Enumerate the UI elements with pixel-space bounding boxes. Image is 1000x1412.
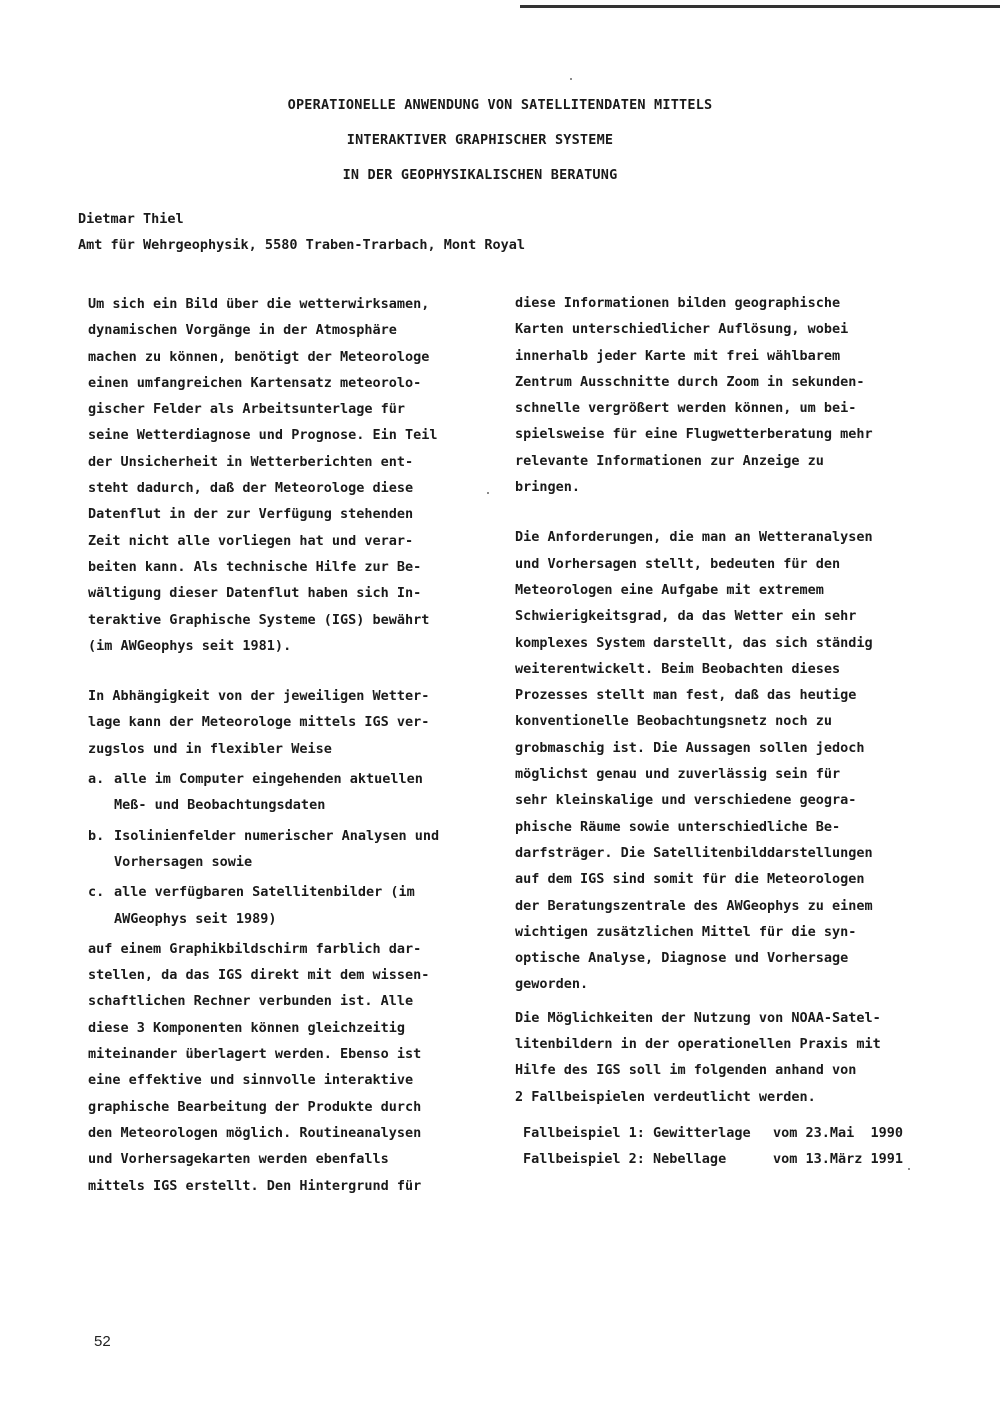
- text-line: Prozesses stellt man fest, daß das heutige: [515, 687, 857, 704]
- text-line: beiten kann. Als technische Hilfe zur Be-: [88, 558, 422, 575]
- text-line: Die Anforderungen, die man an Wetteranalysen: [515, 529, 873, 546]
- text-line: grobmaschig ist. Die Aussagen sollen jedoch: [515, 739, 865, 756]
- text-line: darfsträger. Die Satellitenbilddarstellungen: [515, 844, 873, 861]
- text-line: einen umfangreichen Kartensatz meteorolo-: [88, 374, 422, 391]
- text-line: auf dem IGS sind somit für die Meteorologen: [515, 871, 865, 888]
- text-line: Meteorologen eine Aufgabe mit extremem: [515, 581, 824, 598]
- text-line: Hilfe des IGS soll im folgenden anhand von: [515, 1062, 857, 1079]
- list-item-a: [88, 766, 488, 819]
- text-line: mittels IGS erstellt. Den Hintergrund für: [88, 1177, 422, 1194]
- text-line: Die Möglichkeiten der Nutzung von NOAA-Satel-: [515, 1009, 881, 1026]
- text-line: komplexes System darstellt, das sich ständig: [515, 634, 873, 651]
- text-line: innerhalb jeder Karte mit frei wählbarem: [515, 347, 841, 364]
- text-line: geworden.: [515, 976, 589, 993]
- right-paragraph-2: [515, 524, 935, 997]
- text-line: stellen, da das IGS direkt mit dem wissen-: [88, 967, 430, 984]
- text-line: und Vorhersagen stellt, bedeuten für den: [515, 555, 841, 572]
- list-item-b: [88, 823, 488, 876]
- text-line: Zeit nicht alle vorliegen hat und verar-: [88, 532, 414, 549]
- case-date: vom 13.März 1991: [773, 1150, 904, 1167]
- case-row-1: [523, 1120, 935, 1146]
- right-paragraph-1: [515, 290, 935, 500]
- text-line: der Unsicherheit in Wetterberichten ent-: [88, 453, 414, 470]
- text-line: auf einem Graphikbildschirm farblich dar-: [88, 940, 422, 957]
- text-line: spielsweise für eine Flugwetterberatung mehr: [515, 426, 873, 443]
- title-line-2: INTERAKTIVER GRAPHISCHER SYSTEME: [346, 132, 614, 148]
- text-line: teraktive Graphische Systeme (IGS) bewährt: [88, 611, 430, 628]
- case-date: vom 23.Mai 1990: [773, 1124, 904, 1141]
- text-line: Schwierigkeitsgrad, da das Wetter ein sehr: [515, 608, 857, 625]
- text-line: seine Wetterdiagnose und Prognose. Ein Teil: [88, 427, 438, 444]
- case-list: [515, 1120, 935, 1172]
- text-line: bringen.: [515, 479, 581, 496]
- text-line: der Beratungszentrale des AWGeophys zu einem: [515, 897, 873, 914]
- list-text: Vorhersagen sowie: [114, 853, 253, 870]
- text-line: eine effektive und sinnvolle interaktive: [88, 1072, 414, 1089]
- text-line: phische Räume sowie unterschiedliche Be-: [515, 818, 841, 835]
- text-line: konventionelle Beobachtungsnetz noch zu: [515, 713, 832, 730]
- text-line: weiterentwickelt. Beim Beobachten dieses: [515, 660, 841, 677]
- text-line: miteinander überlagert werden. Ebenso ist: [88, 1046, 422, 1063]
- text-line: wichtigen zusätzlichen Mittel für die syn-: [515, 923, 857, 940]
- text-line: wältigung dieser Datenflut haben sich In-: [88, 585, 422, 602]
- right-paragraph-3: [515, 1005, 935, 1110]
- text-line: möglichst genau und zuverlässig sein für: [515, 766, 841, 783]
- text-line: optische Analyse, Diagnose und Vorhersage: [515, 950, 849, 967]
- text-line: Um sich ein Bild über die wetterwirksamen,: [88, 296, 430, 312]
- text-line: schnelle vergrößert werden können, um bei-: [515, 400, 857, 417]
- list-text: alle im Computer eingehenden aktuellen: [114, 771, 423, 788]
- text-line: 2 Fallbeispielen verdeutlicht werden.: [515, 1088, 816, 1105]
- list-text: Isolinienfelder numerischer Analysen und: [114, 827, 440, 844]
- text-line: machen zu können, benötigt der Meteorologe: [88, 348, 430, 365]
- page-number: 52: [94, 1333, 111, 1350]
- left-column: [88, 291, 488, 1199]
- left-paragraph-1: [88, 291, 488, 659]
- scan-speck: [908, 1168, 910, 1170]
- text-line: Datenflut in der zur Verfügung stehenden: [88, 506, 414, 523]
- left-paragraph-2: [88, 683, 488, 762]
- author-affiliation: Amt für Wehrgeophysik, 5580 Traben-Trarbach, Mont Royal: [78, 237, 526, 253]
- text-line: diese 3 Komponenten können gleichzeitig: [88, 1019, 405, 1036]
- text-line: (im AWGeophys seit 1981).: [88, 637, 292, 654]
- text-line: Zentrum Ausschnitte durch Zoom in sekunden-: [515, 373, 865, 390]
- text-line: dynamischen Vorgänge in der Atmosphäre: [88, 322, 397, 339]
- text-line: schaftlichen Rechner verbunden ist. Alle: [88, 993, 414, 1010]
- case-label: Fallbeispiel 1: Gewitterlage: [523, 1124, 751, 1141]
- list-marker: b.: [88, 827, 105, 844]
- text-line: sehr kleinskalige und verschiedene geogra-: [515, 792, 857, 809]
- text-line: gischer Felder als Arbeitsunterlage für: [88, 401, 405, 418]
- list-item-c: [88, 879, 488, 932]
- title-line-3: IN DER GEOPHYSIKALISCHEN BERATUNG: [342, 167, 618, 183]
- scan-speck: [487, 492, 489, 494]
- scan-speck: [570, 78, 572, 80]
- list-marker: a.: [88, 771, 105, 788]
- text-line: Karten unterschiedlicher Auflösung, wobei: [515, 321, 849, 338]
- text-line: relevante Informationen zur Anzeige zu: [515, 452, 824, 469]
- text-line: diese Informationen bilden geographische: [515, 295, 841, 311]
- list-text: AWGeophys seit 1989): [114, 910, 277, 927]
- text-line: den Meteorologen möglich. Routineanalysen: [88, 1124, 422, 1141]
- text-line: lage kann der Meteorologe mittels IGS ver-: [88, 714, 430, 731]
- list-marker: c.: [88, 884, 105, 901]
- case-label: Fallbeispiel 2: Nebellage: [523, 1150, 727, 1167]
- text-line: und Vorhersagekarten werden ebenfalls: [88, 1151, 389, 1168]
- list-text: alle verfügbaren Satellitenbilder (im: [114, 884, 415, 901]
- text-line: graphische Bearbeitung der Produkte durch: [88, 1098, 422, 1115]
- author-name: Dietmar Thiel: [78, 211, 184, 227]
- left-paragraph-3: [88, 936, 488, 1199]
- case-row-2: [523, 1146, 935, 1172]
- text-line: zugslos und in flexibler Weise: [88, 740, 332, 757]
- title-line-1: OPERATIONELLE ANWENDUNG VON SATELLITENDATEN MITTELS: [287, 97, 713, 113]
- scan-edge-line: [520, 5, 1000, 8]
- list-text: Meß- und Beobachtungsdaten: [114, 797, 326, 814]
- text-line: In Abhängigkeit von der jeweiligen Wetter-: [88, 688, 430, 705]
- right-column: [515, 290, 935, 1172]
- text-line: litenbildern in der operationellen Praxis mit: [515, 1036, 881, 1053]
- text-line: steht dadurch, daß der Meteorologe diese: [88, 480, 414, 497]
